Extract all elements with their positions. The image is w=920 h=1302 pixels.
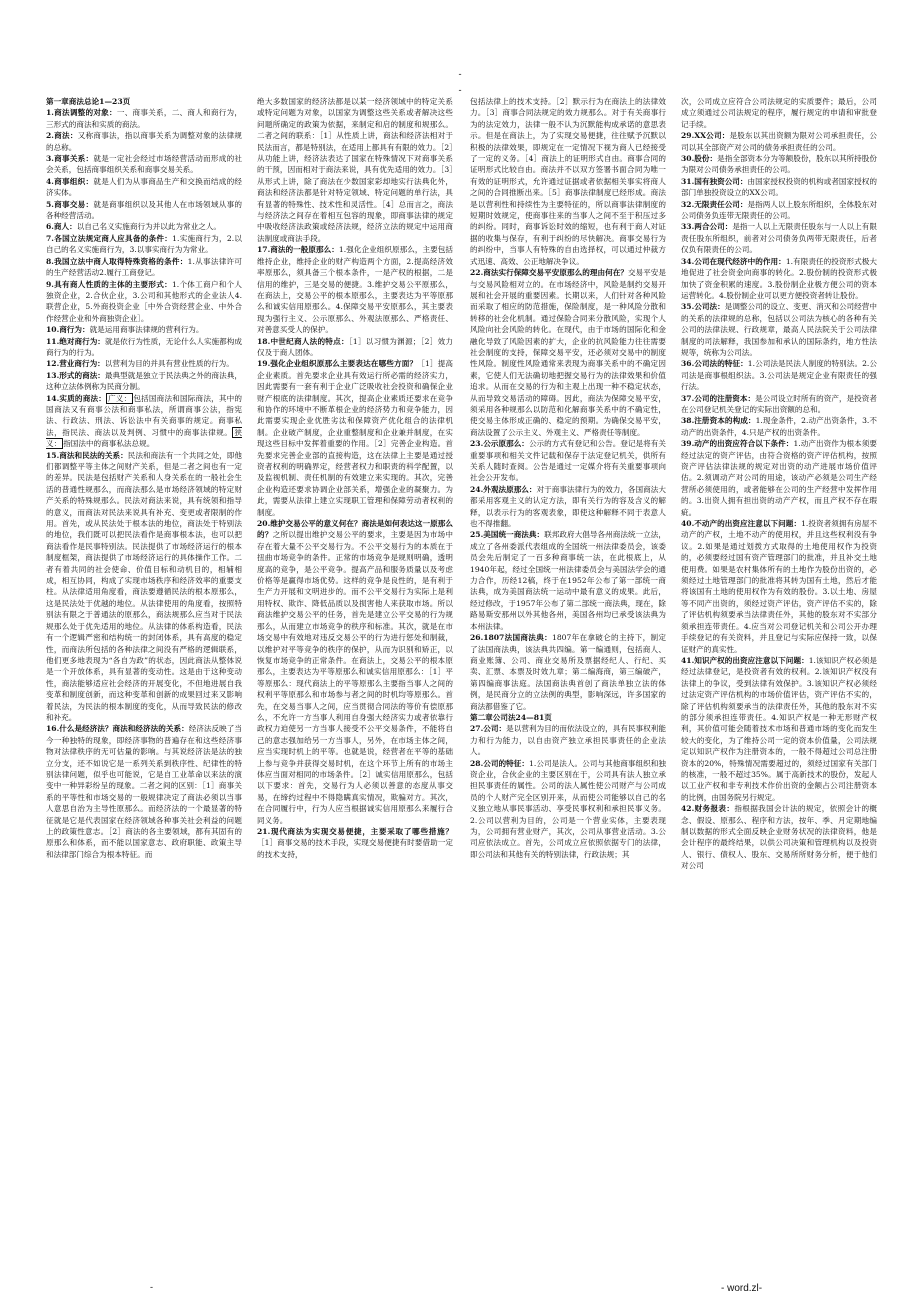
paragraph-text: ［1］以习惯为渊源；［2］效力仅及于商人团体。	[257, 336, 453, 357]
paragraph	[46, 199, 242, 222]
paragraph	[681, 393, 877, 416]
term-heading: 36.公司法的特征：	[681, 359, 748, 369]
paragraph-text: 以营利为目的并具有营业性质的行为。	[104, 359, 234, 369]
paragraph-text: 就是商事组织以及其他人在市场领域从事的各种经营活动。	[46, 199, 242, 221]
paragraph	[681, 199, 877, 222]
paragraph-text: 是股东以其出资额为限对公司承担责任，公司以其全部资产对公司的债务承担责任的公司。	[681, 131, 877, 152]
paragraph-text: 1807年在拿破仑的主持下，制定了法国商法典，该法典共四编。第一编通则，包括商人、商业账簿、公司、商业交易所及票据经纪人、行纪、买卖、汇票、本票及时效九章；第二编海商，第三编破产，第四编商事法庭。法国商法典首创了商法单独立法的体例，是民商分立的立法例的典型，影响深远，许多国家的商法都借鉴了它。	[470, 633, 666, 711]
paragraph	[46, 107, 242, 130]
paragraph	[46, 723, 242, 860]
paragraph-text: 是公司设立时所有的资产，是投资者在公司登记机关登记的实际出资额的总和。	[681, 393, 877, 414]
term-heading: 42.财务报表：	[681, 804, 735, 814]
paragraph	[681, 518, 877, 655]
term-heading: 1.商法调整的对象：	[46, 108, 117, 118]
header-mark: -	[458, 70, 462, 80]
paragraph-text: 指根据我国会计法的规定，依照会计的概念、假设、原那么、程序和方法，按年、季、月定期地编制以数据的形式全面反映企业财务状况的法律资料，他是会计程序的最终结果，以供公司决策和管理机构以及投资人、银行、债权人、股东、交易所所财务分析，便于他们对公司	[681, 804, 877, 871]
header-mark-secondary: -	[458, 86, 462, 96]
paragraph	[46, 153, 242, 176]
term-heading: 12.营业商行为：	[46, 359, 105, 369]
section-heading: 第一章商法总论1—23页	[46, 97, 131, 106]
paragraph-text: 1.公司是法人。公司与其他商事组织和独资企业，合伙企业的主要区别在于，公司具有法人独立承担民事责任的属性。公司的法人属性使公司财产与公司成员的个人财产完全区别开来，从而使公司能够以自己的名义独立地从事民事活动、享受民事权利和承担民事义务。2.公司以营利为目的，公司是一个营业实体，主要表现为，公司拥有营业财产，其次，公司从事营业活动。3.公司应依法成立。首先，公司成立应依照依据专门的法律，即公司法和其他有关的特别法律，行政法规；其	[470, 758, 666, 859]
paragraph-text: 交易平安是与交易风险相对立的。在市场经济中，风险是制约交易开展和社会开展的重要因素。长期以来，人们针对各种风险而采取了相应的防范措施，保险制度，是一种风险分散和转移的社会化机制。通过保险合同来分散风险，实现个人风险向社会风险的转化。在现代，由于市场的国际化和金融化导致了风险因素的扩大，企业的抗风险能力往往需要社会制度的支持，保障交易平安，还必须对交易中的制度性风险。制度性风险通常来表现为商事关系中的不确定因素，它使人们无法确切地把握交易行为的法律效果和价值追求。从而在交易的行为和主观上出现一种不稳定状态，从而导致交易活动的障碍。因此，商法为保障交易平安，须采用各种规那么以防范和化解商事关系中的不确定性，使交易主体形成正确的、稳定的预期。为确保交易平安，商法设置了公示主义、外观主义、严格责任等制度。	[470, 268, 666, 437]
term-heading: 19.强化企业组织原那么主要表达在哪些方面？	[257, 359, 418, 369]
paragraph	[46, 96, 242, 107]
paragraph-text: 由国家授权投资的机构或者国家授权的部门单独投资设立的XX公司。	[681, 176, 877, 198]
paragraph	[46, 324, 242, 335]
paragraph	[470, 529, 666, 632]
paragraph-text: 对于商事法律行为的效力，各国商法大都采用客观主义的认定方法，即有关行为的容及含义的解释，以表示行为的客观表象，即使这种解释不同于表意人也不得推翻。	[470, 484, 666, 529]
paragraph-text: 公示的方式有登记和公告。登记是将有关重要事项和相关文件记载和保存于法定登记机关，供所有关系人随时查阅。公告是通过一定媒介将有关重要事项向社会公开发布。	[470, 439, 666, 483]
paragraph	[257, 358, 453, 518]
paragraph-text: 1.个体工商户和个人独资企业，2.合伙企业，3.公司和其他形式的企业法人4.联营企业，5.外商投资企业［中外合资经营企业、中外合作经营企业和外商独资企业］。	[46, 279, 242, 323]
term-heading: 9.具有商人性质的主体的主要形式：	[46, 279, 172, 289]
paragraph-text: ［1］提高企业素质。首先要求企业具有效运行所必需的经济实力，因此需要有一套有利于企业广泛吸收社会投资和确保企业财产根底的法律制度。其次，提高企业素质还要求在竞争和协作的环境中不断革根企业的经济势力和竞争能力，因此需要实现企业优胜劣汰和保障资产优化组合的法律机制。企业破产制度，企业重整制度和企业兼并制度，在实现这些目标中发挥着重要的作用。［2］完善企业构造。首先要求完善企业部的直接构造，这在法律上主要是通过授资者权利的明确界定，经营者权力和职责的科学配置，以及监视机制、责任机制的有效建立来实现的。其次，完善企业构造还要求协调企业部关系，增强企业的凝聚力。为此，需要从法律上建立实现职工管理和保障劳动者权利的制度。	[257, 359, 453, 517]
term-heading: 7.各国立法规定商人应具备的条件：	[46, 233, 173, 243]
boxed-label: 广义：	[108, 393, 132, 403]
paragraph-text: 是指全部资本分为等额股份，股东以其所持股份为限对公司债务承担责任的公司。	[681, 154, 877, 175]
paragraph	[681, 301, 877, 358]
paragraph-text: 就是人们为从事商品生产和交换而结成的经济实体。	[46, 176, 242, 198]
paragraph	[681, 96, 877, 130]
paragraph	[681, 358, 877, 392]
paragraph-text: 就是一定社会经过市场经营活动而形成的社会关系，包括商事组织关系和商事交易关系。	[46, 154, 242, 175]
paragraph	[257, 96, 453, 244]
paragraph	[470, 484, 666, 530]
term-heading: 23.公示原那么：	[470, 439, 529, 449]
term-heading: 35.公司法：	[681, 302, 725, 312]
term-heading: 13.形式的商法：	[46, 370, 105, 380]
paragraph	[681, 176, 877, 199]
paragraph-text: 联邦政府大倡导各州商法统一立法，成立了各州委派代表组成的全国统一州法律委员会，该委员会先后制定了一百多种商事统一法，在此根底上，从1940年起，经过全国统一州法律委员会与美国法学会的通力合作，历经12稿，终于在1952年公布了第一部统一商法典，成为美国商法统一运动中最有意义的成果。此后，经过修改，于1957年公布了第二部统一商法典，现在，除路易斯安那州以外其他各州，美国各州均已承受该法典为本州法律。	[470, 530, 666, 631]
term-heading: 34.公司在现代经济中的作用：	[681, 256, 786, 266]
paragraph-text: 是指两人以上股东所组织，全体股东对公司债务负连带无限责任的公司。	[681, 199, 877, 221]
term-heading: 20.维护交易公平的意义何在？商法是如何表达这一原那么的？	[257, 519, 453, 540]
paragraph	[470, 723, 666, 757]
term-heading: 3.商事关系：	[46, 154, 94, 164]
term-heading: 4.商事组织：	[46, 176, 94, 186]
text-column-3	[470, 96, 666, 1280]
footer-watermark: - word.zl-	[721, 1283, 763, 1294]
term-heading: 5.商事交易：	[46, 199, 94, 209]
paragraph	[681, 256, 877, 302]
paragraph-text: 绝大多数国家的经济法都是以某一经济领域中的特定关系或特定问题为对象，以国家为调整这些关系或者解决这些问题所确定的政策为依据，来制定和启的制度和规那么。二者之间的联系：［1］从性质上讲，商法和经济法相对于民法而言，都是特别法，在适用上都具有有限的效力。［2］从功能上讲，经济法表达了国家在特殊情况下对商事关系的干预，因而相对于商法来说，具有优先适用的效力。［3］从形式上讲，除了商法在少数国家彩却地实行法典化外，商法和经济法都是针对特定领域、特定问题的单行法，具有显著的特殊性、技术性和灵活性。［4］总而言之，商法与经济法之间存在着相互包容的现象，即商事法律的规定中吸收经济法政策或经济法规，经济立法的规定中运用商法制度或商法手段。	[257, 97, 453, 243]
term-heading: 41.知识产权的出资应注意以下问题：	[681, 655, 809, 665]
paragraph-text: 以自己名义实施商行为并以此为常业之人。	[76, 222, 221, 232]
paragraph-text: 经济法反映了当今一种独特的现象，即经济事物的普遍存在和这些经济事物对法律秩序的无可估量的影响。与其说经济法是法的独立分支，还不如说它是一系列关系到秩序性、纪律性的特别法律问题，似乎也可能说，它是自工业革命以来法的演变中一种异彩纷呈的现象。二者之间的区别：［1］商事关系的平等性和市场交易的一般规律决定了商法必须以当事人意思自治为主导性原那么。而经济法的一个最显著的特征就是它是代表国家在经济领域各种事关社会利益的问题上的政策性意志。［2］商法的各主要领域，都有其固有的原那么和体系，而不能以国家意志、政府职能、政策主导和法律部门综合为根本特征。而	[46, 724, 242, 859]
paragraph-text: 1.投资者须拥有房屋不动产的产权，土地不动产的使用权，并且这些权利没有争议。2.如果是通过划拨方式取得的土地使用权作为投资的，必须要经过国有资产管理部门的批准，并且补交土地使用费。如果是农村集体所有的土地作为股份出资的，必须经过土地管理部门的批准将其转为国有土地，然后才能将该国有土地的使用权作为有效的股份。3.以土地、房屋等不同产出资的，须经过资产评估，资产评估不实的，除了评估机构须要承当法律责任外，其他的股东对不实部分须承担连带责任。4.应当对公司登记机关和公司公开办理手续登记的有关资料，并且登记与实际应保持一致，以保证财产的真实性。	[681, 519, 877, 654]
paragraph-text: 1.现金条件，2.动产出资条件，3.不动产的出资条件，4.只是产权的出资条件。	[681, 416, 877, 437]
paragraph	[46, 176, 242, 199]
paragraph	[681, 153, 877, 176]
paragraph-text: 次，公司成立应符合公司法规定的实质要件；最后，公司成立须通过公司法规定的程序，履行规定的申请和审批登记手续。	[681, 97, 877, 129]
paragraph-text: 又称商事法，指以商事关系为调整对象的法律规的总称。	[46, 131, 242, 152]
paragraph	[681, 438, 877, 518]
term-heading: 30.股份：	[681, 154, 718, 164]
paragraph	[681, 415, 877, 438]
paragraph-text: 之所以提出维护交易公平的要求，主要是因为市场中存在着大量不公平交易行为。不公平交易行为的本质在于扭曲市场竞争的条件。正常的市场竞争是规则明确，透明度高的竞争，是公平竞争。提高产品和服务质量以及考虑价格等是赢得市场优势。这样的竞争是良性的，是有利于生产力开展和文明进步的。而不公平交易行为实际上是利用特权、欺诈、降低品质以及损害他人来获取市场。所以商法维护交易公平的任务，首先是建立公平交易的行为规那么，从而建立市场竞争的秩序和标准。其次，就是在市场交易中有效地对违反交易公平的行为进行惩处和制裁，以维护对平等竞争的秩序的保护，从而为识别和矫正，以恢复市场竞争的正常条件。在商法上，交易公平的根本原那么，主要表达为平等原那么和诚实信用原那么：［1］平等原那么：现代商法上的平等原那么主要指当事人之间的权利平等原那么和市场参与者之间的时机均等原那么。首先，在交易当事人之间，应当贯彻合同法的等价有偿原那么，不允许一方当事人利用自身强大经济实力或者依靠行政权力迫使另一方当事人接受不公平交易条件，不能将自己的意志强加给另一方当事人，另外，在市场主体之间，应当实现时机上的平等。也就是说，经营者在平等的基础上参与竞争并获得交易时机，在这个环节上所有的市场主体应当面对相同的市场条件。［2］诚实信用原那么，包括以下要求：首先，交易行为人必须以善意的态度从事交易，在缔约过程中不得隐瞒真实情况，欺骗对方。其次，在合同履行中，行为人应当根据诚实信用原那么来履行合同义务。	[257, 530, 453, 825]
paragraph	[681, 130, 877, 153]
term-heading: 14.实质的商法：	[46, 393, 107, 403]
text-column-1	[46, 96, 242, 1280]
term-heading: 28.公司的特征：	[470, 758, 530, 768]
paragraph	[46, 336, 242, 359]
paragraph	[46, 221, 242, 232]
term-heading: 8.我国立法中商人取得特殊资格的条件：	[46, 256, 188, 266]
paragraph-text: 1.强化企业组织原那么，主要包括维持企业，维持企业的财产构造两个方面，2.提高经济效率原那么，须具备三个根本条件，一是产权的根据，二是信用的维护，三是交易的便捷。3.维护交易公平原那么，在商法上，交易公平的根本原那么，主要表达为平等原那么和诚实信用原那么。4.保障交易平安原那么，其主要表现为强行主义、公示原那么、外观法原那么、严格责任、对善意买受人的保护。	[257, 245, 453, 335]
term-heading: 15.商法和民法的关系：	[46, 450, 128, 460]
term-heading: 29.XX公司：	[681, 131, 730, 141]
paragraph-text: 一、商事关系，二、商人和商行为，三形式的商法和实质的商法。	[46, 108, 242, 129]
paragraph-text: 包括国商法和国际商法，其中的国商法又有商事公法和商事私法，所谓商事公法，指宪法、行政法、刑法、诉讼法中有关商事的规定。商事私法，指民法、商法以及判例、习惯中的商事法律规。	[46, 393, 242, 437]
paragraph-text: 1.该知识产权必须是经过法律登记，是投资者有效的权利。2.该知识产权没有法律上的争议，受到法律有效保护。3.该知识产权必须经过法定资产评估机构的市场价值评估，资产评估不实的，除了评估机构须要承当的法律责任外，其他的股东对不实的部分须承担连带责任。4.知识产权是一种无形财产权利，其价值可能会随着技术市场和普通市场的变化而发生较大的变化，为了维持公司一定的资本价值量，公司法规定以知识产权作为注册资本的，一般不得超过公司总注册资本的20%，特殊情况需要超过的，须经过国家有关部门的核准，一般不超过35%。属于高新技术的股份，发起人以工业产权和非专利技术作价出资的金额占公司注册资本的比例，由国务院另行规定。	[681, 655, 877, 802]
paragraph	[46, 370, 242, 393]
term-heading: 33.两合公司：	[681, 222, 733, 232]
paragraph	[46, 450, 242, 724]
paragraph-text: 1.实施商行为，2.以自己的名义实施商行为，3.以事实商行为为常业。	[46, 233, 242, 255]
paragraph	[257, 826, 453, 860]
paragraph	[46, 393, 242, 450]
footer-mark: -	[150, 1283, 154, 1293]
term-heading: 25.美国统一商法典：	[470, 530, 545, 540]
term-heading: 10.商行为：	[46, 325, 90, 335]
term-heading: 18.中世纪商人法的特点：	[257, 336, 349, 346]
term-heading: 2.商法：	[46, 131, 78, 141]
paragraph	[681, 221, 877, 255]
paragraph	[257, 244, 453, 335]
paragraph-text: 是以营利为目的而依法设立的，具有民事权利能力和行为能力，以自由资产独立承担民事责任的企业法人。	[470, 724, 666, 757]
text-column-2	[257, 96, 453, 1280]
paragraph	[681, 803, 877, 871]
term-heading: 32.无限责任公司：	[681, 199, 748, 209]
term-heading: 11.绝对商行为：	[46, 336, 105, 346]
term-heading: 40.不动产的出资应注意以下问题：	[681, 519, 802, 529]
paragraph-text: 1.有限责任的投资形式极大地促进了社会资金向商事的转化。2.股份制的投资形式极加快了资金积累的速度。3.股份制企业极方便公司的资本运营转化。4.股份制企业可以更方便投资者转让股份。	[681, 256, 877, 300]
term-heading: 24.外观法原那么：	[470, 484, 537, 494]
term-heading: 17.商法的一般原那么：	[257, 245, 339, 255]
term-heading: 21.现代商法为实现交易便捷，主要采取了哪些措施？	[257, 827, 453, 836]
term-heading: 37.公司的注册资本：	[681, 393, 756, 403]
paragraph-text: 就是运用商事法律规的营利行为。	[89, 325, 204, 335]
paragraph	[257, 518, 453, 826]
paragraph	[470, 758, 666, 861]
paragraph-text: 包括法律上的技术支持。［2］默示行为在商法上的法律效力。［3］商事合同法规定的效力规那么。对于有关商事行为的法定效力，法律一般不认为沉默能构成承诺的意思表示。但是在商法上，为了实现交易便捷，往往赋予沉默以积极的法律效果，即规定在一定情况下视为商人已经接受了一定的义务。［4］商法上的证明形式自由。商事合同的证明形式比较自由。商法并不以双方签署书面合同为唯一有效的证明形式，允许通过证据或者依据相关事实将商人之间的合同推断出来。［5］商事法律制度已经形成。商法是以营利性和持续性为主要特征的，所以商事法律制度的短期时效规定，使商事往来的当事人之间不至于积压过多的纠纷。同时，商事诉讼时效的缩短，也有利于商人对证据的收集与保存，有利于纠纷的尽快解决。商事交易行为的纠纷中，当事人有特殊的自由选择权，可以通过仲裁方式迅速、高效、公正地解决争议。	[470, 97, 666, 266]
paragraph	[46, 279, 242, 325]
paragraph-text: 就是依行为性质，无论什么人实施都构成商行为的行为。	[46, 336, 242, 357]
term-heading: 38.注册资本的构成：	[681, 416, 756, 426]
paragraph-text: 民法和商法有一个共同之处，即他们都调整平等主体之间财产关系，但是二者之间也有一定的差异。民法是包括财产关系和人身关系在的一般社会生活的普通性规那么，而商法那么是市场经济领域的特定财产关系的特殊规那么。民法对商法来说，具有统领和指导的意义，而商法对民法来说具有补充、变更或者限制的作用。首先，或从民法处于根本法的地位，商法处于特别法的地位，我们既可以把民法看作是商事根本法，也可以把商法看作是民事特别法。民法提供了市场经济运行的根本制度框架，商法提供了市场经济运行的具体操作工作。二者有着共同的社会使命、价值目标和动机目的，相辅相成，相互协同，构成了实现市场秩序和经济效率的重要支柱。从法律适用角度看，商法要遵循民法的根本原那么，这是民法处于优越的地位。从法律使用的角度看，按照特别法有限之于普通法的原那么，商法规那么应当对于民法规那么处于优先适用的地位。从法律的体系构造看，民法有一个逻辑严密和结构统一的封闭体系，具有高度的稳定性，而商法所包括的各种法律之间没有严格的逻辑联系，他们更多地表现为“各自为政”的状态，因此商法从整体说是一个开放体系，具有显著的变动性。这是由于这种变动性，商法能够适应社会经济的开展变化，不但地进展自我变革和制度创新，而这种变革和创新的成果回过来又影响着民法，为民法的根本制度的变化，从而导致民法的修改和补充。	[46, 450, 242, 722]
paragraph-text: 最典型就是独立于民法典之外的商法典，这种立法体例称为民商分制。	[46, 370, 242, 392]
term-heading: 26.1807法国商法典：	[470, 633, 552, 643]
paragraph-text: 1.动产出资作为根本须要经过法定的资产评估，由符合资格的资产评估机构，按照资产评估法律法规的规定对出资的动产进展市场价值评估。2.须调动产对公司的用途，该动产必须是公司生产经营所必须使用的，或者能够在公司的生产经营中发挥作用的。3.出资人拥有担出资的动产产权，而且产权不存在瑕疵。	[681, 439, 877, 517]
term-heading: 27.公司：	[470, 724, 507, 734]
paragraph-text: 是指一人以上无限责任股东与一人以上有限责任股东所组织，前者对公司债务负两带无限责任，后者仅负有限责任的公司。	[681, 222, 877, 255]
paragraph	[46, 130, 242, 153]
paragraph-text: 是调整公司的设立、变更、消灭和公司经营中的关系的法律规的总称，包括以公司法为核心的各种有关公司的法律法规、行政规章，最高人民法院关于公司法律制度的司法解释，我国参加和承认的国际条约，地方性法规等，统称为公司法。	[681, 302, 877, 357]
paragraph-text: 指国法中的商事私法总规。	[63, 439, 155, 449]
term-heading: 6.商人：	[46, 222, 77, 232]
paragraph-text: ［1］商事交易的技术手段，实现交易便捷有时要借助一定的技术支持，	[257, 838, 453, 859]
paragraph	[470, 712, 666, 723]
paragraph-text: 1.公司法是民法人制度的特别法。2.公司法是商事根组织法。3.公司法是规定企业有限责任的强行法。	[681, 359, 877, 392]
paragraph	[470, 96, 666, 267]
term-heading: 31.国有独资公司：	[681, 176, 748, 186]
paragraph	[470, 267, 666, 438]
paragraph	[470, 438, 666, 484]
text-column-4	[681, 96, 877, 1280]
boxed-label: 狭义：	[46, 427, 242, 449]
section-heading: 第二章公司法24—81页	[470, 712, 552, 722]
term-heading: 16.什么是经济法？商法和经济法的关系：	[46, 724, 189, 734]
term-heading: 39.动产的出资应符合以下条件：	[681, 439, 794, 449]
paragraph	[257, 336, 453, 359]
paragraph	[46, 233, 242, 256]
paragraph	[46, 358, 242, 369]
term-heading: 22.商法实行保障交易平安原那么的理由何在？	[470, 268, 628, 278]
paragraph-text: 1.从事法律许可的生产经营活动2.履行工商登记。	[46, 256, 242, 278]
paragraph	[681, 655, 877, 803]
paragraph	[46, 256, 242, 279]
paragraph	[470, 632, 666, 712]
